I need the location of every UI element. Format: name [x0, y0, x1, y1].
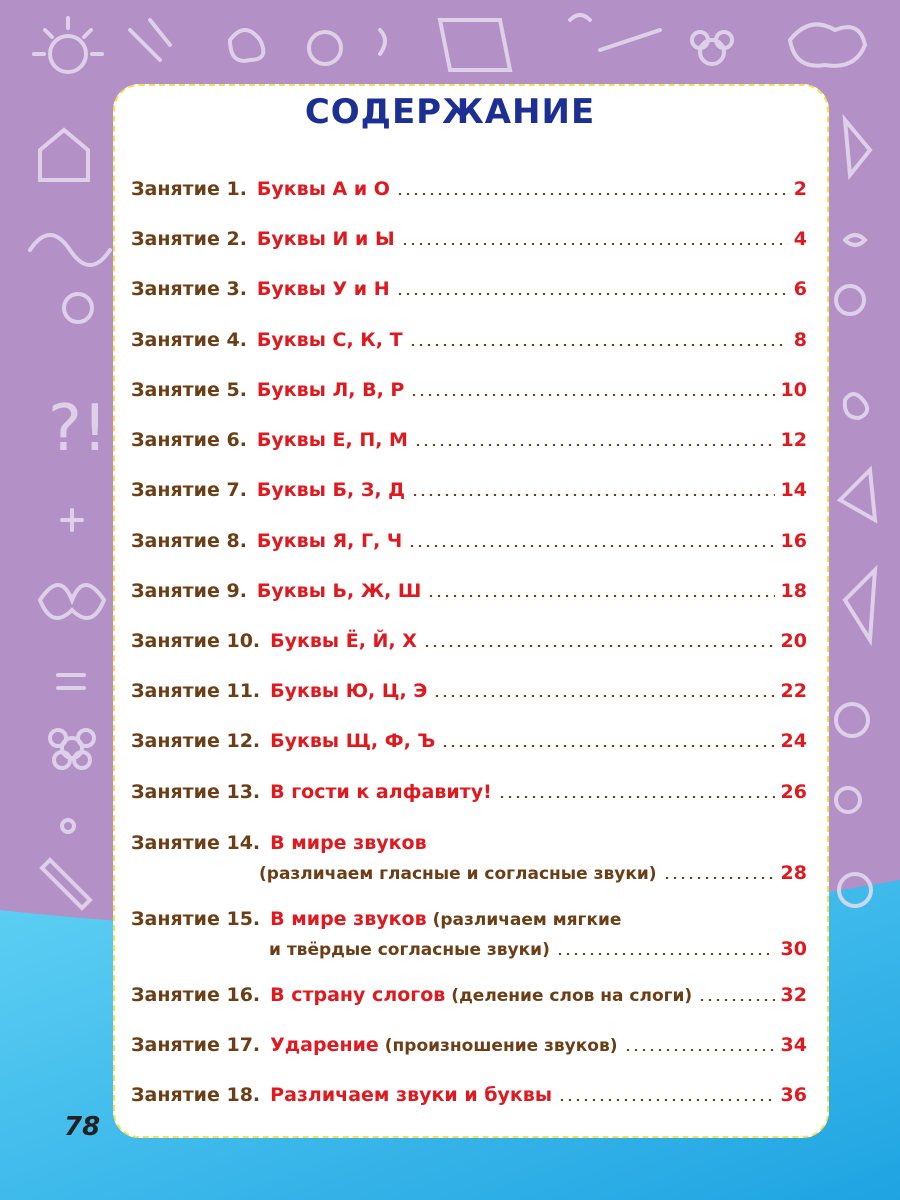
dot-leader [441, 745, 774, 747]
toc-entry [131, 982, 807, 1008]
dot-leader [411, 494, 774, 496]
page-reference: 12 [780, 429, 807, 451]
toc-entry [131, 176, 807, 202]
lesson-topic: В страну слогов [270, 984, 446, 1006]
lesson-topic: Ударение [270, 1034, 379, 1056]
page-reference: 22 [780, 680, 807, 702]
page-reference: 24 [780, 730, 807, 752]
page-reference: 34 [780, 1034, 807, 1056]
dot-leader [401, 243, 788, 245]
lesson-topic: В мире звуков [270, 832, 427, 854]
page-reference: 18 [780, 580, 807, 602]
lesson-number: Занятие 1. [131, 178, 247, 200]
lesson-number: Занятие 3. [131, 278, 247, 300]
toc-entry-line [131, 1032, 807, 1058]
toc-entry [131, 477, 807, 503]
toc-entry [131, 906, 807, 962]
page-reference: 2 [793, 178, 807, 200]
toc-entry [131, 377, 807, 403]
page-reference: 20 [780, 630, 807, 652]
toc-entry [131, 728, 807, 754]
toc-entry [131, 528, 807, 554]
toc-entry-line [131, 728, 807, 754]
page-reference: 32 [780, 984, 807, 1006]
lesson-topic: Буквы Я, Г, Ч [256, 530, 403, 552]
toc-entry-line [131, 628, 807, 654]
dot-leader [414, 444, 775, 446]
lesson-number: Занятие 9. [131, 580, 247, 602]
dot-leader [663, 877, 775, 879]
dot-leader [408, 545, 774, 547]
lesson-number: Занятие 8. [131, 530, 247, 552]
lesson-topic: Буквы А и О [256, 178, 390, 200]
lesson-topic: Буквы И и Ы [256, 228, 395, 250]
toc-entry [131, 327, 807, 353]
toc-entry-line [131, 477, 807, 503]
dot-leader [558, 1099, 775, 1101]
dot-leader [396, 293, 788, 295]
lesson-topic: В гости к алфавиту! [270, 781, 492, 803]
lesson-note: (деление слов на слоги) [451, 986, 693, 1006]
lesson-number: Занятие 17. [131, 1034, 261, 1056]
lesson-note: (различаем мягкие [432, 910, 622, 930]
toc-entry [131, 427, 807, 453]
toc-entry-line [131, 830, 807, 856]
lesson-number: Занятие 5. [131, 379, 247, 401]
dot-leader [410, 394, 774, 396]
dot-leader [423, 645, 775, 647]
lesson-number: Занятие 10. [131, 630, 261, 652]
toc-entry [131, 1082, 807, 1108]
page-reference: 26 [780, 781, 807, 803]
page-reference: 6 [793, 278, 807, 300]
lesson-note: (различаем гласные и согласные звуки) [259, 864, 657, 884]
lesson-topic: Буквы С, К, Т [256, 329, 403, 351]
dot-leader [624, 1049, 775, 1051]
page-reference: 4 [793, 228, 807, 250]
toc-entry [131, 830, 807, 886]
page-reference: 14 [780, 479, 807, 501]
toc-entry-line [131, 936, 807, 962]
toc-entry [131, 1032, 807, 1058]
toc-entry-line [131, 528, 807, 554]
toc-entry-line [131, 276, 807, 302]
lesson-number: Занятие 12. [131, 730, 261, 752]
page-reference: 10 [780, 379, 807, 401]
dot-leader [698, 999, 774, 1001]
toc-entry-line [131, 678, 807, 704]
lesson-note: (произношение звуков) [384, 1036, 618, 1056]
page-reference: 16 [780, 530, 807, 552]
lesson-number: Занятие 18. [131, 1084, 261, 1106]
toc-entry [131, 779, 807, 805]
lesson-number: Занятие 6. [131, 429, 247, 451]
lesson-number: Занятие 11. [131, 680, 261, 702]
toc-entry-line [131, 226, 807, 252]
lesson-number: Занятие 13. [131, 781, 261, 803]
page-number: 78 [64, 1112, 101, 1142]
lesson-number: Занятие 15. [131, 908, 261, 930]
page-reference: 36 [780, 1084, 807, 1106]
lesson-number: Занятие 2. [131, 228, 247, 250]
lesson-topic: Буквы У и Н [256, 278, 390, 300]
dot-leader [498, 796, 775, 798]
lesson-topic: Буквы Ю, Ц, Э [270, 680, 428, 702]
lesson-topic: Буквы Щ, Ф, Ъ [270, 730, 436, 752]
toc-entry-line [131, 779, 807, 805]
lesson-number: Занятие 7. [131, 479, 247, 501]
toc-entry-line [131, 427, 807, 453]
toc-entry-line [131, 982, 807, 1008]
lesson-note-continued: и твёрдые согласные звуки) [269, 940, 550, 960]
lesson-topic: Буквы Л, В, Р [256, 379, 405, 401]
lesson-topic: Буквы Ё, Й, Х [270, 630, 417, 652]
toc-entry-line [131, 176, 807, 202]
lesson-topic: Буквы Б, З, Д [256, 479, 406, 501]
dot-leader [396, 193, 788, 195]
toc-entry [131, 276, 807, 302]
page-reference: 30 [780, 938, 807, 960]
page-reference: 8 [793, 329, 807, 351]
dot-leader [409, 344, 788, 346]
dot-leader [433, 695, 774, 697]
toc-entry-line [131, 327, 807, 353]
toc-entry-line [131, 377, 807, 403]
dot-leader [556, 953, 775, 955]
toc-entry-line [131, 906, 807, 932]
lesson-number: Занятие 4. [131, 329, 247, 351]
lesson-number: Занятие 14. [131, 832, 261, 854]
svg-text:?!: ?! [48, 392, 108, 466]
page-reference: 28 [780, 862, 807, 884]
page-title: СОДЕРЖАНИЕ [304, 92, 596, 132]
lesson-topic: В мире звуков [270, 908, 427, 930]
dot-leader [427, 595, 774, 597]
lesson-topic: Различаем звуки и буквы [270, 1084, 553, 1106]
toc-entry-line [131, 1082, 807, 1108]
toc-entry [131, 578, 807, 604]
lesson-number: Занятие 16. [131, 984, 261, 1006]
toc-entry [131, 628, 807, 654]
lesson-topic: Буквы Е, П, М [256, 429, 408, 451]
toc-entry-line [131, 860, 807, 886]
toc-entry-line [131, 578, 807, 604]
toc-entry [131, 678, 807, 704]
lesson-topic: Буквы Ь, Ж, Ш [256, 580, 422, 602]
toc-entry [131, 226, 807, 252]
